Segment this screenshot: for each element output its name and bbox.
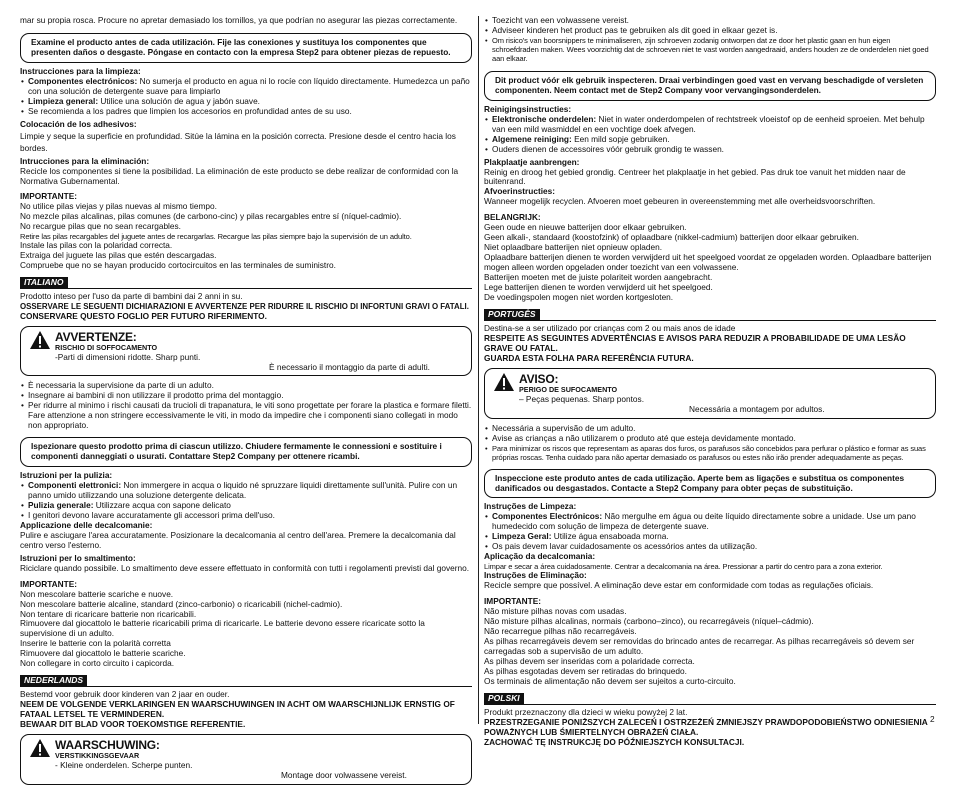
nl-important-line: Oplaadbare batterijen dienen te worden verwijderd uit het speelgoed voordat ze opgeladen worden. Oplaadbare batterijen mogen alleen worden opgeladen onder toezicht van een volwassene. — [484, 252, 932, 273]
pt-important-line: Os terminais de alimentação não devem ser sujeitos a curto-circuito. — [484, 675, 736, 686]
it-disposal-title: Istruzioni per lo smaltimento: — [20, 552, 136, 563]
es-cleaning-list — [20, 77, 472, 117]
pt-disposal-title: Instruções de Eliminação: — [484, 570, 587, 581]
pt-language-header: PORTUGÊS — [484, 309, 936, 321]
pl-bold-warning: PRZESTRZEGANIE PONIŻSZYCH ZALECEŃ I OSTRZEŻEŃ ZMNIEJSZY PRAWDOPODOBIEŃSTWO ODNIESIENIA POWAŻNYCH LUB ŚMIERTELNYCH OBRAŻEŃ CIAŁA. — [484, 716, 928, 737]
es-cleaning-title: Instrucciones para la limpieza: — [20, 65, 141, 76]
nl-bullets — [484, 16, 936, 63]
nl-important-line: Lege batterijen dienen te worden verwijderd uit het speelgoed. — [484, 282, 713, 293]
list-item: • Limpieza general: Utilice una solución de agua y jabón suave. — [20, 97, 472, 107]
es-important-line: No recargue pilas que no sean recargables. — [20, 221, 181, 232]
list-item: • Componenti elettronici: Non immergere in acqua o liquido né spruzzare liquidi direttamente sull'unità. Pulire con un panno umido utilizzando una soluzione detergente delicata. — [20, 481, 472, 501]
it-important-line: Rimuovere dal giocattolo le batterie scariche. — [20, 648, 186, 659]
it-important-title: IMPORTANTE: — [20, 578, 77, 589]
nl-decal-title: Plakplaatje aanbrengen: — [484, 156, 580, 167]
it-bold-warning: OSSERVARE LE SEGUENTI DICHIARAZIONI E AVVERTENZE PER RIDURRE IL RISCHIO DI INFORTUNI GRAVI O FATALI. — [20, 302, 469, 312]
it-cleaning-title: Istruzioni per la pulizia: — [20, 470, 113, 481]
nl-important-line: Niet oplaadbare batterijen niet opnieuw opladen. — [484, 242, 663, 253]
nl-cleaning-title: Reinigingsinstructies: — [484, 103, 572, 114]
nl-warning-box: WAARSCHUWING: VERSTIKKINGSGEVAAR - Kleine onderdelen. Scherpe punten. Montage door volwassene vereist. — [20, 734, 472, 785]
list-item: • Insegnare ai bambini di non utilizzare il prodotto prima del montaggio. — [20, 391, 472, 401]
page-number: 2 — [930, 714, 935, 724]
it-bold-keep: CONSERVARE QUESTO FOGLIO PER FUTURO RIFERIMENTO. — [20, 310, 267, 321]
it-inspect-box: Ispezionare questo prodotto prima di ciascun utilizzo. Chiudere fermamente le connessioni e sostituire i componenti danneggiati o usurati. Contattare Step2 Company per ottenere ricambi. — [20, 437, 472, 467]
pt-important-line: Não recarregue pilhas não recarregáveis. — [484, 625, 637, 636]
warning-triangle-icon — [29, 330, 51, 350]
nl-important-line: Geen alkali-, standaard (koostofzink) of oplaadbare (nikkel-cadmium) batterijen door elkaar gebruiken. — [484, 232, 859, 243]
it-intro: Prodotto inteso per l'uso da parte di bambini dai 2 anni in su. — [20, 291, 243, 302]
nl-important-title: BELANGRIJK: — [484, 212, 541, 223]
left-column — [20, 16, 472, 790]
list-item: • Se recomienda a los padres que limpien los accesorios en profundidad antes de su uso. — [20, 107, 472, 117]
es-elimination-text: Recicle los componentes si tiene la posibilidad. La eliminación de este producto se debe realizar de conformidad con la Normativa Gubernamental. — [20, 165, 459, 186]
it-important-line: Non collegare in corto circuito i capicorda. — [20, 658, 175, 669]
it-decal-text: Pulire e asciugare l'area accuratamente. Posizionare la decalcomania al centro dell'area. Premere la decalcomania dal centro verso l'esterno. — [20, 529, 456, 550]
it-important-line: Non mescolare batterie scariche e nuove. — [20, 588, 174, 599]
nl-disposal-text: Wanneer mogelijk recyclen. Afvoeren moet gebeuren in overeenstemming met alle overheidsvoorschriften. — [484, 196, 876, 207]
pt-inspect-box: Inspeccione este produto antes de cada utilização. Aperte bem as ligações e substitua os componentes danificados ou desgastados. Contacte a Step2 Company para obter peças de substituição. — [484, 469, 936, 499]
es-important-line: Extraiga del juguete las pilas que estén descargadas. — [20, 250, 217, 261]
pt-bold-keep: GUARDA ESTA FOLHA PARA REFERÊNCIA FUTURA. — [484, 352, 694, 363]
it-bullets — [20, 381, 472, 431]
pt-decal-title: Aplicação da decalcomania: — [484, 551, 596, 562]
nl-bold-warning: NEEM DE VOLGENDE VERKLARINGEN EN WAARSCHUWINGEN IN ACHT OM WAARSCHIJNLIJK ERNSTIG OF FATAAL LETSEL TE VERMINDEREN. — [20, 699, 455, 720]
list-item: • Adviseer kinderen het product pas te gebruiken als dit goed in elkaar gezet is. — [484, 26, 936, 36]
list-item: • Algemene reiniging: Een mild sopje gebruiken. — [484, 135, 936, 145]
nl-cleaning-list — [484, 115, 936, 155]
pt-important-line: As pilhas devem ser inseridas com a polaridade correcta. — [484, 655, 695, 666]
pt-important-title: IMPORTANTE: — [484, 596, 541, 607]
it-language-header: ITALIANO — [20, 277, 472, 289]
pt-important-line: As pilhas esgotadas devem ser retiradas do brinquedo. — [484, 665, 687, 676]
pt-decal-text: Limpar e secar a área cuidadosamente. Centrar a decalcomania na área. Pressionar a partir do centro para a zona exterior. — [484, 562, 883, 572]
nl-important-line: Geen oude en nieuwe batterijen door elkaar gebruiken. — [484, 222, 687, 233]
it-cleaning-list — [20, 481, 472, 521]
pt-important-line: Não misture pilhas alcalinas, normais (carbono–zinco), ou recarregáveis (níquel–cádmio). — [484, 616, 814, 627]
list-item: • Componentes electrónicos: No sumerja el producto en agua ni lo rocíe con líquido directamente. Humedezca un paño con una solución de detergente suave para limpiarlo — [20, 77, 472, 97]
list-item: • Limpeza Geral: Utilize água ensaboada morna. — [484, 532, 936, 542]
es-adhesives-text: Limpie y seque la superficie en profundidad. Sitúe la lámina en la posición correcta. Presione desde el centro hacia los bordes. — [20, 130, 456, 153]
list-item: • Necessária a supervisão de um adulto. — [484, 424, 936, 434]
list-item: • Avise as crianças a não utilizarem o produto até que esteja devidamente montado. — [484, 434, 936, 444]
list-item: • Os pais devem lavar cuidadosamente os acessórios antes da utilização. — [484, 542, 936, 552]
warning-triangle-icon — [29, 738, 51, 758]
list-item: • Para minimizar os riscos que representam as aparas dos furos, os parafusos são concebidos para perfurar o plástico e formar as suas próprias roscas. Tenha cuidado para não apertar demasiado os parafusos ou estes não irão prender adequadamente as peças. — [484, 444, 936, 462]
nl-important-line: Batterijen moeten met de juiste polariteit worden aangebracht. — [484, 272, 713, 283]
it-disposal-text: Riciclare quando possibile. Lo smaltimento deve essere effettuato in conformità con tutti i regolamenti previsti dal governo. — [20, 562, 470, 573]
it-warning-box: AVVERTENZE: RISCHIO DI SOFFOCAMENTO -Parti di dimensioni ridotte. Sharp punti. È necessario il montaggio da parte di adulti. — [20, 326, 472, 377]
es-adhesives-title: Colocación de los adhesivos: — [20, 118, 137, 129]
nl-intro: Bestemd voor gebruik door kinderen van 2 jaar en ouder. — [20, 689, 230, 700]
list-item: • Elektronische onderdelen: Niet in water onderdompelen of rechtstreek vloeistof op de eenheid sproeien. Met behulp van een mild wasmiddel en een vochtige doek afvegen. — [484, 115, 936, 135]
it-important-line: Non tentare di ricaricare batterie non ricaricabili. — [20, 608, 197, 619]
es-inspect-box: Examine el producto antes de cada utilización. Fije las conexiones y sustituya los componentes que presenten daños o desgaste. Póngase en contacto con la empresa Step2 para obtener piezas de repuesto. — [20, 33, 472, 63]
list-item: • Toezicht van een volwassene vereist. — [484, 16, 936, 26]
pt-important-line: As pilhas recarregáveis devem ser removidas do brincado antes de recarregar. As pilhas recarregáveis só devem ser carregadas sob a supervisão de um adulto. — [484, 635, 915, 656]
pt-cleaning-list — [484, 512, 936, 552]
list-item: • È necessaria la supervisione da parte di un adulto. — [20, 381, 472, 391]
list-item: • Om risico's van boorsnippers te minimaliseren, zijn schroeven zodanig ontworpen dat ze door het plastic gaan en hun eigen schroefdraden maken. Wees voorzichtig dat de schroeven niet te vast worden aangedraaid, anders houden ze de onderdelen niet goed aan elkaar. — [484, 36, 936, 63]
right-column — [484, 16, 936, 748]
it-important-line: Non mescolare batterie alcaline, standard (zinco-carbonio) o ricaricabili (nichel-cadmio). — [20, 598, 343, 609]
pt-bullets — [484, 424, 936, 462]
es-important-line: Compruebe que no se hayan producido cortocircuitos en las terminales de suministro. — [20, 260, 336, 271]
it-important-line: Inserire le batterie con la polarità corretta — [20, 638, 171, 649]
list-item: • Ouders dienen de accessoires vóór gebruik grondig te wassen. — [484, 145, 936, 155]
es-important-line: Instale las pilas con la polaridad correcta. — [20, 240, 173, 251]
pt-intro: Destina-se a ser utilizado por crianças com 2 ou mais anos de idade — [484, 322, 736, 333]
es-intro: mar su propia rosca. Procure no apretar demasiado los tornillos, ya que podrían no asegurar las piezas correctamente. — [20, 15, 458, 25]
nl-bold-keep: BEWAAR DIT BLAD VOOR TOEKOMSTIGE REFERENTIE. — [20, 719, 246, 730]
pt-bold-warning: RESPEITE AS SEGUINTES ADVERTÊNCIAS E AVISOS PARA REDUZIR A PROBABILIDADE DE UMA LESÃO GRAVE OU FATAL. — [484, 332, 906, 353]
it-decal-title: Applicazione delle decalcomanie: — [20, 519, 153, 530]
it-important-line: Rimuovere dal giocattolo le batterie ricaricabili prima di ricaricarle. Le batterie devono essere ricaricate sotto la supervisione di un adulto. — [20, 618, 425, 639]
list-item: • I genitori devono lavare accuratamente gli accessori prima dell'uso. — [20, 511, 472, 521]
list-item: • Pulizia generale: Utilizzare acqua con sapone delicato — [20, 501, 472, 511]
column-divider — [478, 16, 479, 724]
es-elimination-title: Intrucciones para la eliminación: — [20, 155, 150, 166]
pt-disposal-text: Recicle sempre que possível. A eliminação deve estar em conformidade com todas as regulações oficiais. — [484, 580, 874, 591]
warning-triangle-icon — [493, 372, 515, 392]
nl-decal-text: Reinig en droog het gebied grondig. Centreer het plakplaatje in het gebied. Pas druk toe vanuit het midden naar de buitenrand. — [484, 166, 906, 187]
es-important-title: IMPORTANTE: — [20, 191, 77, 202]
pt-warning-box: AVISO: PERIGO DE SUFOCAMENTO – Peças pequenas. Sharp pontos. Necessária a montagem por adultos. — [484, 368, 936, 419]
es-important-line: No mezcle pilas alcalinas, pilas comunes (de carbono-cinc) y pilas recargables entre sí (níquel-cadmio). — [20, 211, 402, 222]
pl-bold-keep: ZACHOWAĆ TĘ INSTRUKCJĘ DO PÓŹNIEJSZYCH KONSULTACJI. — [484, 736, 745, 747]
es-important-line: No utilice pilas viejas y pilas nuevas al mismo tiempo. — [20, 201, 217, 212]
pl-language-header: POLSKI — [484, 693, 936, 705]
pt-cleaning-title: Instruções de Limpeza: — [484, 501, 577, 512]
list-item: • Componentes Electrónicos: Não mergulhe em água ou deite líquido directamente sobre a unidade. Use um pano humedecido com solução de limpeza de detergente suave. — [484, 512, 936, 532]
list-item: • Per ridurre al minimo i rischi causati da trucioli di trapanatura, le viti sono progettate per forare la plastica e formare filetti. Fare attenzione a non stringere eccessivamente le viti, in modo da impedire che i componenti siano collegati in modo non appropriato. — [20, 401, 472, 431]
nl-language-header: NEDERLANDS — [20, 675, 472, 687]
pl-intro: Produkt przeznaczony dla dzieci w wieku powyżej 2 lat. — [484, 706, 688, 717]
nl-important-line: De voedingspolen mogen niet worden kortgesloten. — [484, 291, 674, 302]
es-important-small: Retire las pilas recargables del juguete antes de recargarlas. Recargue las pilas siempre bajo la supervisión de un adulto. — [20, 232, 412, 242]
pt-important-line: Não misture pilhas novas com usadas. — [484, 606, 627, 617]
nl-inspect-box: Dit product vóór elk gebruik inspecteren. Draai verbindingen goed vast en vervang beschadigde of versleten componenten. Neem contact met de Step2 Company voor vervangingsonderdelen. — [484, 71, 936, 101]
nl-disposal-title: Afvoerinstructies: — [484, 186, 556, 197]
